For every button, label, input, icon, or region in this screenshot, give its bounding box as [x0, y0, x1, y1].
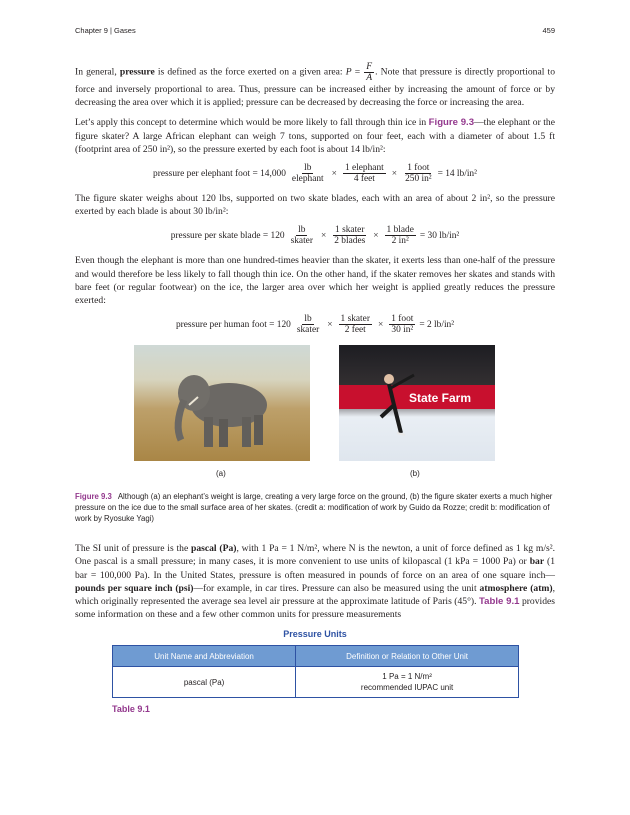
- table-header: Unit Name and Abbreviation: [113, 646, 296, 667]
- pressure-units-table: [112, 645, 519, 698]
- figure-label-b: (b): [410, 469, 420, 479]
- paragraph-skater: The figure skater weighs about 120 lbs, supported on two skate blades, each with an area of about 2 in², so the pressure exerted by each blade is about 30 lb/in²:: [75, 193, 555, 218]
- equation-skater: pressure per skate blade = 120 $\frac{lb}{\text{skater}}$ × $\frac{\text{1 skater}}{\text{2 blades}}$ × $\frac{\text{1 blade}}{\text{2 in²}}$ = 30 lb/in²: [170, 225, 460, 247]
- caption-text: Although (a) an elephant’s weight is large, creating a very large force on the ground, (b) the figure skater exerts a much higher pressure on the ice due to the small surface area of her skates. (credit a: modification of work by Guido da Rozze; credit b: modification of work by Ryosuke Yagi): [75, 492, 553, 524]
- page-body: [75, 62, 555, 714]
- chapter-title: Chapter 9 | Gases: [75, 26, 136, 35]
- figure-caption: [75, 491, 555, 524]
- paragraph-comparison: Even though the elephant is more than one hundred-times heavier than the skater, it exerts less than one-half of the pressure and would therefore be less likely to fall though thin ice. On the other hand, if the skater removes her skates and stands with bare feet (or regular footwear) on the ice, the larger area over which her weight is applied greatly reduces the pressure exerted:: [75, 255, 555, 307]
- paragraph-pascal: The SI unit of pressure is the pascal (Pa), with 1 Pa = 1 N/m², where N is the newton, a unit of force defined as 1 kg m/s². One pascal is a small pressure; in many cases, it is more convenient to use units of kilopascal (1 kPa = 1000 Pa) or bar (1 bar = 100,000 Pa). In the United States, pressure is often measured in pounds of force on an area of one square inch—pounds per square inch (psi)—for example, in car tires. Pressure can also be measured using the unit atmosphere (atm), which originally represented the average sea level air pressure at the approximate latitude of Paris (45°). Table 9.1 provides some information on these and a few other common units for pressure measurements: [75, 543, 556, 621]
- figure-label-a: (a): [216, 469, 226, 479]
- term-pressure: pressure: [119, 66, 155, 78]
- table-cell: pascal (Pa): [113, 667, 296, 698]
- formula-p: P: [345, 66, 352, 78]
- figure-link[interactable]: Figure 9.3: [428, 117, 475, 129]
- paragraph-elephant: Let’s apply this concept to determine which would be more likely to fall through thin ice in Figure 9.3—the elephant or the figure skater? A large African elephant can weigh 7 tons, supported on four feet, each with a diameter of about 1.5 ft (footprint area of 250 in²), so the pressure exerted by each foot is about 14 lb/in²:: [75, 117, 555, 155]
- paragraph-pressure-definition: In general, pressure is defined as the force exerted on a given area: P = $\frac{F}{A}$ . Note that pressure is directly proportional to force and inversely proportional to area. Thus, pressure can be increased either by increasing the amount of force or by decreasing the area over which it is applied; pressure can be decreased by decreasing the force or increasing the area.: [75, 61, 555, 109]
- page-number: 459: [542, 26, 555, 35]
- table-link[interactable]: Table 9.1: [479, 596, 520, 608]
- skater-photo: [339, 345, 495, 461]
- elephant-photo: [134, 345, 310, 461]
- table-label: Table 9.1: [112, 704, 150, 715]
- caption-figure-number: Figure 9.3: [75, 492, 112, 502]
- equation-human-foot: pressure per human foot = 120 $\frac{lb}{\text{skater}}$ × $\frac{\text{1 skater}}{\text{2 feet}}$ × $\frac{\text{1 foot}}{\text{30 in²}}$ = 2 lb/in²: [175, 314, 455, 336]
- table-row: [113, 667, 519, 698]
- table-header: Definition or Relation to Other Unit: [296, 646, 519, 667]
- table-header-row: [113, 646, 519, 667]
- formula-fraction: $\frac{F}{A}$: [366, 61, 373, 83]
- equation-elephant: pressure per elephant foot = 14,000 $\frac{lb}{\text{elephant}}$ × $\frac{\text{1 elephant}}{\text{4 feet}}$ × $\frac{\text{1 foot}}{\text{250 in²}}$ = 14 lb/in²: [153, 163, 477, 185]
- table-cell: 1 Pa = 1 N/m² recommended IUPAC unit: [296, 667, 519, 698]
- figure-9-3: [75, 345, 555, 485]
- running-head: [75, 26, 555, 35]
- banner-text: State Farm: [409, 391, 472, 406]
- table-title: Pressure Units: [283, 629, 347, 640]
